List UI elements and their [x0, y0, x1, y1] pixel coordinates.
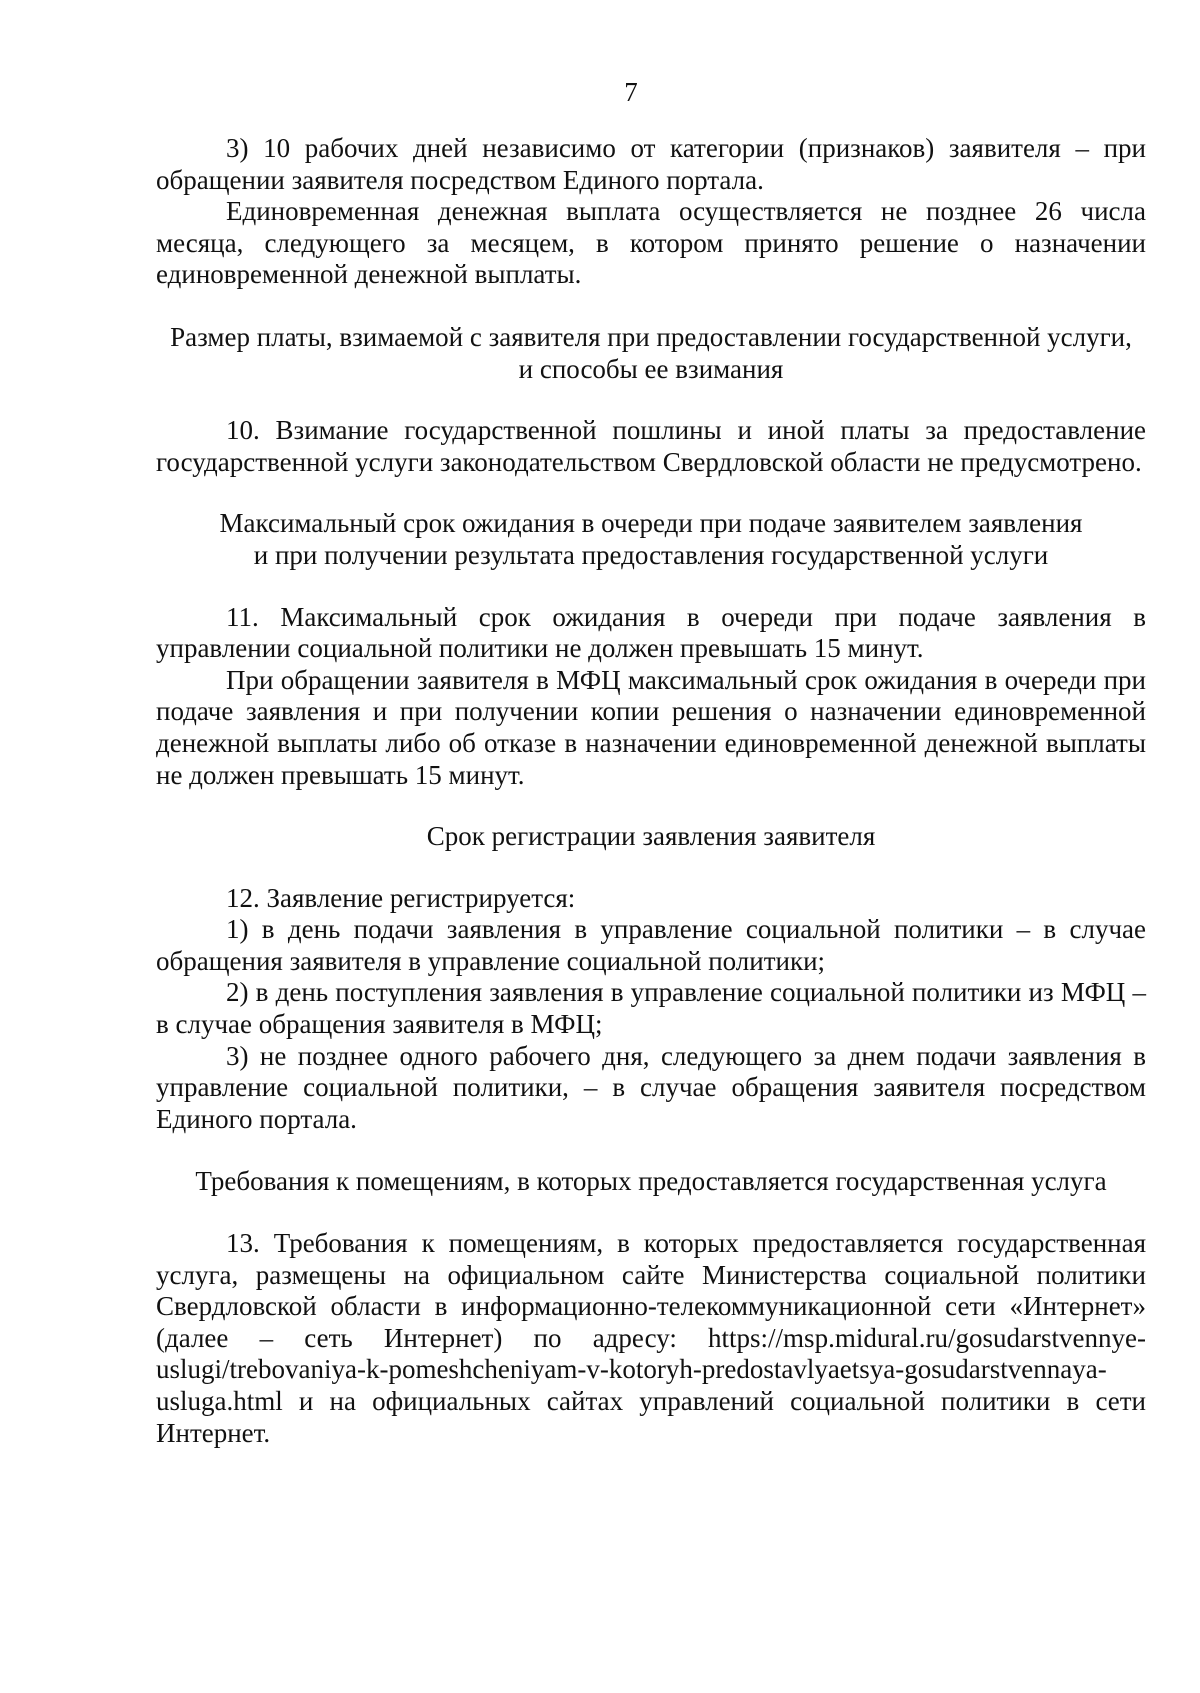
section-heading-registration: Срок регистрации заявления заявителя — [426, 821, 876, 852]
spacer — [156, 1198, 1146, 1228]
paragraph-11: 11. Максимальный срок ожидания в очереди при подаче заявления в управлении социальной политики не должен превышать 15 минут. — [156, 601, 1146, 664]
spacer — [156, 791, 1146, 821]
paragraph-12-item-2: 2) в день поступления заявления в управление социальной политики из МФЦ – в случае обращения заявителя в МФЦ; — [156, 977, 1146, 1040]
section-heading-premises: Требования к помещениям, в которых предоставляется государственная услуга — [195, 1166, 1107, 1197]
paragraph-mfc-queue: При обращении заявителя в МФЦ максимальный срок ожидания в очереди при подаче заявления и при получении копии решения о назначении единовременной денежной выплаты либо об отказе в назначении единовременной денежной выплаты не должен превышать 15 минут. — [156, 664, 1146, 790]
section-heading-fee-line2: и способы ее взимания — [518, 353, 784, 384]
spacer — [156, 478, 1146, 508]
paragraph-12-item-1: 1) в день подачи заявления в управление социальной политики – в случае обращения заявителя в управление социальной политики; — [156, 914, 1146, 976]
paragraph-12-item-3: 3) не позднее одного рабочего дня, следующего за днем подачи заявления в управление социальной политики, – в случае обращения заявителя посредством Единого портала. — [156, 1040, 1146, 1134]
spacer — [156, 1135, 1146, 1166]
page-number: 7 — [624, 77, 638, 107]
spacer — [156, 853, 1146, 883]
section-heading-queue-line2: и при получении результата предоставления государственной услуги — [253, 539, 1049, 570]
paragraph-payment-deadline: Единовременная денежная выплата осуществляется не позднее 26 числа месяца, следующего за месяцем, в котором принято решение о назначении единовременной денежной выплаты. — [156, 196, 1146, 290]
spacer — [156, 291, 1146, 322]
paragraph-item-3: 3) 10 рабочих дней независимо от категории (признаков) заявителя – при обращении заявителя посредством Единого портала. — [156, 133, 1146, 195]
section-heading-fee: Размер платы, взимаемой с заявителя при предоставлении государственной услуги, — [170, 321, 1132, 352]
document-body — [156, 133, 1146, 1449]
paragraph-10: 10. Взимание государственной пошлины и иной платы за предоставление государственной услуги законодательством Свердловской области не предусмотрено. — [156, 415, 1146, 477]
spacer — [156, 572, 1146, 602]
paragraph-12: 12. Заявление регистрируется: — [226, 882, 576, 913]
section-heading-queue: Максимальный срок ожидания в очереди при подаче заявителем заявления — [219, 508, 1083, 539]
paragraph-13: 13. Требования к помещениям, в которых предоставляется государственная услуга, размещены на официальном сайте Министерства социальной политики Свердловской области в информационно-телекоммуникационной сети «Интернет» (далее – сеть Интернет) по адресу: https://msp.midural.ru/gosudarstvennye-uslugi/trebovaniya-k-pomeshcheniyam-v-kotoryh-predostavlyaetsya-gosudarstvennaya-usluga.html и на официальных сайтах управлений социальной политики в сети Интернет. — [156, 1228, 1146, 1448]
spacer — [156, 385, 1146, 415]
